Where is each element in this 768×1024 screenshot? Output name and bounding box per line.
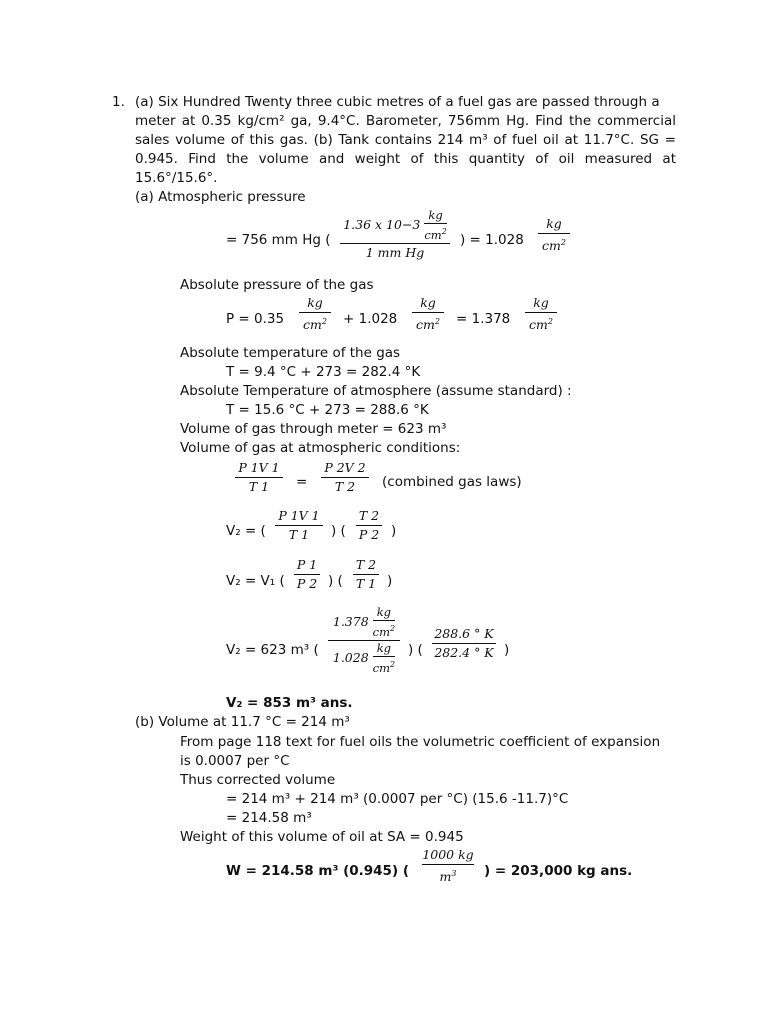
atm-coef: 1.36 x 10−3 [343,216,421,232]
atm-temp-label: Absolute Temperature of atmosphere (assume standard) : [180,383,572,399]
weight-num: 1000 kg [422,847,474,862]
part-b-text-3: Thus corrected volume [180,772,336,788]
atm-unit-sup: 2 [441,227,447,236]
v2-eq1-n1: P 1V 1 [278,508,320,523]
abs-p-kg-2: kg [420,295,436,310]
v2-eq2-end: ) [387,573,393,589]
part-b-calc-1: = 214 m³ + 214 m³ (0.0007 per °C) (15.6 -11.7)°C [226,791,569,807]
statement-line-4: 0.945. Find the volume and weight of this quantity of oil measured at [135,151,676,167]
v2-eq3-big-fraction [328,606,400,675]
v2-eq2-n1: P 1 [296,557,318,572]
abs-p-unit-2 [412,295,444,333]
gas-law-frac-2 [321,460,369,495]
v2-eq2-lhs: V₂ = V₁ ( [226,573,285,589]
vol-atm-label: Volume of gas at atmospheric conditions: [180,440,461,456]
part-a-heading: (a) Atmospheric pressure [135,189,306,205]
v2-eq1-end: ) [391,523,397,539]
statement-line-3: sales volume of this gas. (b) Tank contains 214 m³ of fuel oil at 11.7°C. SG = [135,132,676,148]
v2-eq1-frac-2 [356,508,382,543]
atm-eq-rhs: ) = 1.028 [460,232,524,248]
atm-res-den: cm [542,238,561,254]
v2-eq3-end: ) [504,642,510,658]
statement-line-1: (a) Six Hundred Twenty three cubic metres of a fuel gas are passed through a [135,94,660,110]
gas-law-n1: P 1V 1 [238,460,280,475]
gas-law-note: (combined gas laws) [382,474,522,490]
vol-meter: Volume of gas through meter = 623 m³ [180,421,447,437]
abs-p-sup-3: 2 [547,317,553,326]
weight-eq-lhs: W = 214.58 m³ (0.945) ( [226,863,409,879]
v2-eq1-d1: T 1 [288,527,310,542]
atm-eq-fraction [340,209,450,261]
part-b-text-2: is 0.0007 per °C [180,753,290,769]
gas-law-n2: P 2V 2 [324,460,366,475]
statement-line-5: 15.6°/15.6°. [135,170,218,186]
v2-eq3-n2: 288.6 ° K [434,626,494,641]
atm-unit-den: cm [424,227,442,242]
problem-number: 1. [112,94,125,110]
v2-eq2-d2: T 1 [355,576,377,591]
v2-eq2-mid: ) ( [328,573,343,589]
abs-p-sup-1: 2 [321,317,327,326]
v2-eq3-bot-val: 1.028 [332,649,369,665]
atm-unit-num: kg [428,208,443,222]
weight-label: Weight of this volume of oil at SA = 0.945 [180,829,464,845]
weight-fraction [422,847,474,885]
abs-p-cm-2: cm [416,317,435,333]
abs-p-unit-3 [525,295,557,333]
v2-eq1-lhs: V₂ = ( [226,523,266,539]
atm-unit-fraction [424,209,446,242]
weight-den: m [439,869,452,885]
abs-p-kg-3: kg [533,295,549,310]
abs-p-term3: = 1.378 [456,311,511,327]
v2-eq3-bot-kg: kg [376,640,392,655]
atm-den: 1 mm Hg [365,244,425,260]
gas-law-d1: T 1 [248,479,270,494]
part-b-calc-2: = 214.58 m³ [226,810,312,826]
v2-eq3-mid: ) ( [408,642,423,658]
v2-eq3-top-unit [373,606,395,639]
abs-p-unit-1 [299,295,331,333]
abs-pressure-label: Absolute pressure of the gas [180,277,374,293]
abs-p-term2: + 1.028 [343,311,398,327]
v2-eq1-d2: P 2 [358,527,380,542]
abs-p-term1: P = 0.35 [226,311,285,327]
v2-eq3-top-val: 1.378 [332,613,369,629]
v2-eq2-frac-1 [294,557,320,592]
v2-answer: V₂ = 853 m³ ans. [226,695,353,711]
gas-law-eq: = [296,474,308,490]
part-b-heading: (b) Volume at 11.7 °C = 214 m³ [135,714,350,730]
v2-eq3-top-kg: kg [376,605,392,619]
abs-p-sup-2: 2 [434,317,440,326]
v2-eq1-n2: T 2 [358,508,380,523]
atm-eq-lhs: = 756 mm Hg ( [226,232,331,248]
abs-p-kg-1: kg [307,295,323,310]
atm-res-sup: 2 [560,238,566,247]
v2-eq2-d1: P 2 [296,576,318,591]
v2-eq3-top-sup: 2 [390,624,396,633]
v2-eq3-bot-unit [373,642,395,675]
v2-eq1-mid: ) ( [331,523,346,539]
atm-temp-eq: T = 15.6 °C + 273 = 288.6 °K [226,402,429,418]
v2-eq3-top-cm: cm [372,624,391,639]
atm-res-num: kg [546,216,562,231]
v2-eq3-bot-cm: cm [372,660,391,675]
v2-eq3-lhs: V₂ = 623 m³ ( [226,642,319,658]
v2-eq3-temp-fraction [432,626,496,661]
v2-eq3-d2: 282.4 ° K [434,645,494,660]
atm-result-unit [538,216,570,254]
weight-eq-rhs: ) = 203,000 kg ans. [484,863,633,879]
part-b-text-1: From page 118 text for fuel oils the volumetric coefficient of expansion [180,734,661,750]
abs-p-cm-1: cm [303,317,322,333]
v2-eq2-n2: T 2 [355,557,377,572]
gas-law-d2: T 2 [334,479,356,494]
weight-den-sup: 3 [451,869,457,878]
statement-line-2: meter at 0.35 kg/cm² ga, 9.4°C. Barometer, 756mm Hg. Find the commercial [135,113,676,129]
abs-temp-eq: T = 9.4 °C + 273 = 282.4 °K [226,364,421,380]
abs-temp-label: Absolute temperature of the gas [180,345,401,361]
gas-law-frac-1 [235,460,283,495]
v2-eq3-bot-sup: 2 [390,659,396,669]
abs-p-cm-3: cm [529,317,548,333]
v2-eq1-frac-1 [275,508,323,543]
v2-eq2-frac-2 [353,557,379,592]
